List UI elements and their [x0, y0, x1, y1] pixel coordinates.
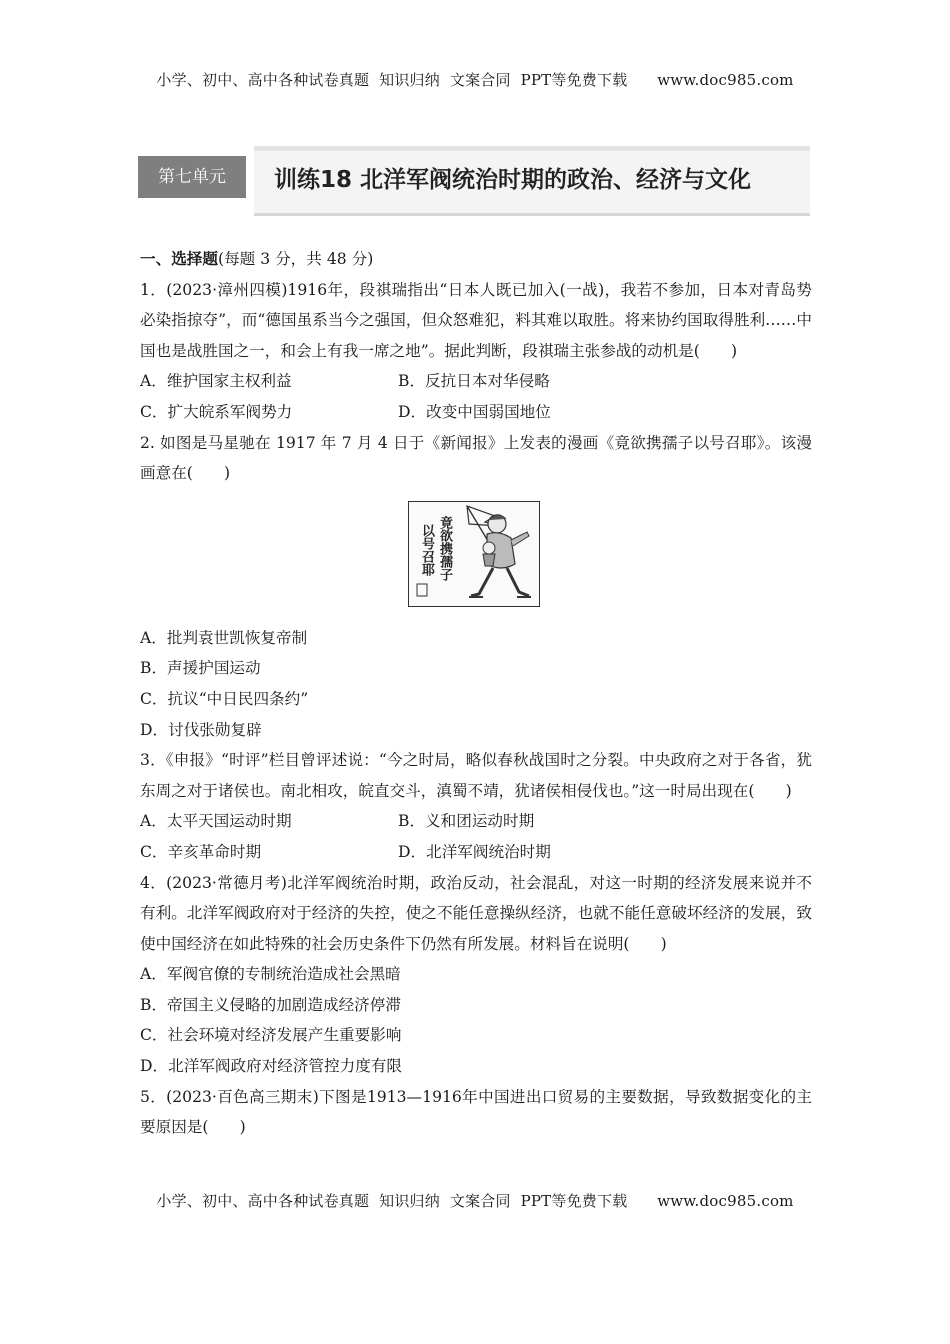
page-header: 小学、初中、高中各种试卷真题 知识归纳 文案合同 PPT等免费下载 www.doc985.com: [156, 71, 794, 89]
cartoon-caption-left: 以号召耶: [419, 523, 434, 576]
option-a: A．军阀官僚的专制统治造成社会黑暗: [140, 965, 401, 984]
question-3-options-row-1: [140, 806, 812, 837]
question-3-options-row-2: [140, 837, 812, 868]
section-label: 一、选择题: [140, 250, 218, 268]
question-2: 2. 如图是马星驰在 1917 年 7 月 4 日于《新闻报》上发表的漫画《竟欲携孺子以号召耶》。该漫画意在( ): [140, 433, 812, 483]
question-1-options-row-2: [140, 397, 812, 428]
page-title: 训练18 北洋军阀统治时期的政治、经济与文化: [274, 167, 752, 193]
cartoon-figure: [140, 495, 812, 617]
unit-label: 第七单元: [138, 156, 246, 198]
option-d: D．改变中国弱国地位: [398, 402, 551, 421]
section-heading: [140, 244, 812, 275]
question-3: 3．《申报》“时评”栏目曾评述说：“今之时局，略似春秋战国时之分裂。中央政府之对于各省，犹东周之对于诸侯也。南北相攻，皖直交斗，滇蜀不靖，犹诸侯相侵伐也。”这一时局出现在( ): [140, 751, 812, 800]
option-d: D．讨伐张勋复辟: [140, 720, 262, 739]
option-c: C．社会环境对经济发展产生重要影响: [140, 1026, 402, 1045]
option-b: B．声援护国运动: [140, 659, 261, 678]
option-c: C．辛亥革命时期: [140, 842, 262, 861]
question-4: 4．(2023·常德月考)北洋军阀统治时期，政治反动，社会混乱，对这一时期的经济发展来说并不有利。北洋军阀政府对于经济的失控，使之不能任意操纵经济，也就不能任意破坏经济的发展，致使中国经济在如此特殊的社会历史条件下仍然有所发展。材料旨在说明( ): [140, 873, 812, 953]
option-a: A．太平天国运动时期: [140, 812, 292, 831]
cartoon-image: [408, 501, 540, 607]
page-footer: 小学、初中、高中各种试卷真题 知识归纳 文案合同 PPT等免费下载 www.doc985.com: [156, 1192, 794, 1210]
unit-title-bar: [138, 146, 810, 212]
question-1: 1．(2023·漳州四模)1916年，段祺瑞指出“日本人既已加入(一战)，我若不参加，日本对青岛势必染指掠夺”，而“德国虽系当今之强国，但众怒难犯，料其难以取胜。将来协约国取得胜利……中国也是战胜国之一，和会上有我一席之地”。据此判断，段祺瑞主张参战的动机是( ): [140, 280, 812, 360]
option-a: A．批判袁世凯恢复帝制: [140, 628, 308, 647]
option-c: C．扩大皖系军阀势力: [140, 402, 293, 421]
question-1-options-row-1: [140, 366, 812, 397]
option-b: B．帝国主义侵略的加剧造成经济停滞: [140, 995, 401, 1014]
option-b: B．义和团运动时期: [398, 812, 535, 831]
section-score: (每题 3 分，共 48 分): [217, 250, 374, 268]
option-b: B．反抗日本对华侵略: [398, 372, 550, 391]
option-c: C．抗议“中日民四条约”: [140, 689, 309, 708]
question-5: 5．(2023·百色高三期末)下图是1913—1916年中国进出口贸易的主要数据，导致数据变化的主要原因是( ): [140, 1087, 812, 1137]
worksheet-content: [140, 244, 812, 1143]
option-d: D．北洋军阀政府对经济管控力度有限: [140, 1057, 403, 1076]
option-a: A．维护国家主权利益: [140, 372, 292, 391]
option-d: D．北洋军阀统治时期: [398, 842, 551, 861]
cartoon-caption-right: 竟欲携孺子: [437, 515, 452, 581]
